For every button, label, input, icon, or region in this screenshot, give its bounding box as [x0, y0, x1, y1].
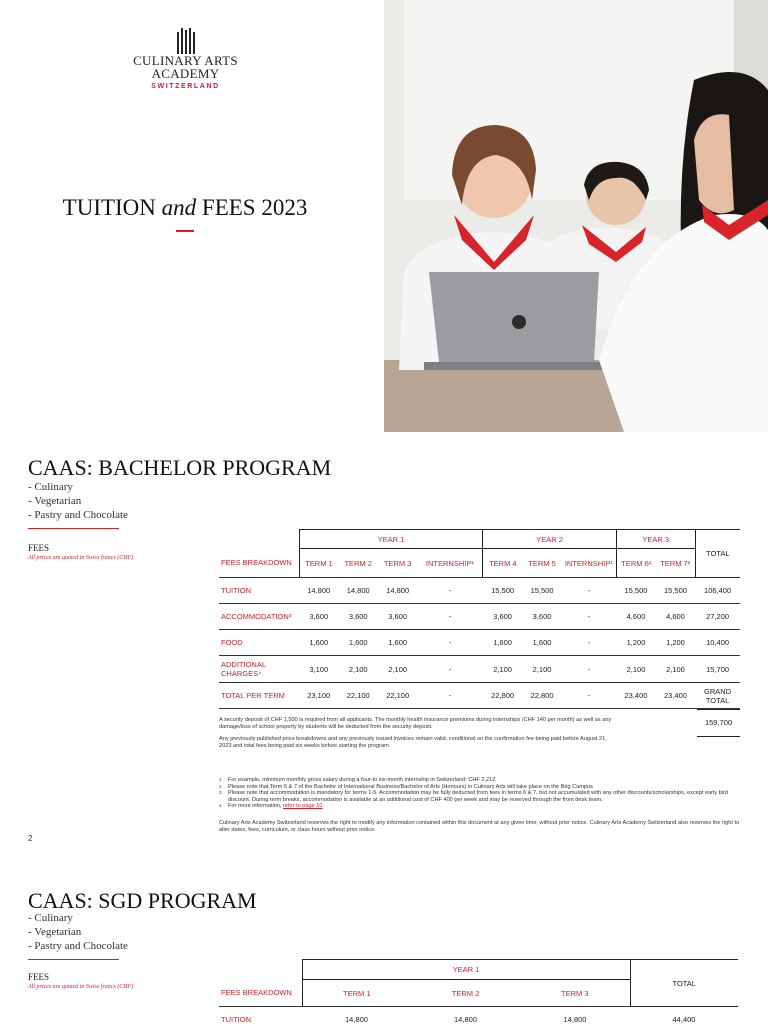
sgd-program-list: [28, 911, 128, 953]
footnote: 4 For more information, refer to page 10: [219, 803, 323, 810]
cell: 15,500: [656, 578, 695, 604]
logo-line3: SWITZERLAND: [151, 83, 220, 90]
term-header: INTERNSHIP¹: [562, 549, 616, 578]
cell: 23,400: [656, 683, 695, 709]
cell: 3,600: [378, 604, 417, 630]
row-label: ADDITIONAL CHARGES⁴: [219, 656, 299, 683]
academy-logo: [128, 28, 243, 90]
row-label: TUITION: [219, 578, 299, 604]
term-header: TERM 7²: [656, 549, 695, 578]
cell: 4,600: [616, 604, 655, 630]
cell: -: [417, 578, 482, 604]
row-total: 10,400: [695, 630, 740, 656]
cell: 15,500: [483, 578, 522, 604]
row-total: 15,700: [695, 656, 740, 683]
cell: 15,500: [522, 578, 561, 604]
grand-total-label: GRAND TOTAL: [695, 683, 740, 709]
term-header: TERM 5: [522, 549, 561, 578]
list-item: - Pastry and Chocolate: [28, 940, 128, 952]
cell: 3,100: [299, 656, 338, 683]
cover-divider: [176, 230, 194, 232]
logo-line1: CULINARY ARTS: [133, 53, 238, 68]
bachelor-title: CAAS: BACHELOR PROGRAM: [28, 455, 332, 480]
cell: 22,100: [378, 683, 417, 709]
cell: 2,100: [338, 656, 377, 683]
deposit-note: A security deposit of CHF 1,500 is required from all applicants. The monthly health insurance premiums during internships (CHF 140 per month) as well as any damage/loss of school property by students will be deducted from the security deposit.: [219, 717, 612, 730]
students-laptop-photo: [384, 0, 768, 432]
cell: 3,600: [483, 604, 522, 630]
row-total: 106,400: [695, 578, 740, 604]
bachelor-fees-table: [219, 529, 740, 709]
cell: 2,100: [656, 656, 695, 683]
row-total: 44,400: [672, 1015, 696, 1024]
row-label: FOOD: [219, 630, 299, 656]
sgd-divider: [28, 959, 119, 960]
table-row: [219, 604, 740, 630]
term-header: TERM 1: [299, 549, 338, 578]
cell: 2,100: [522, 656, 561, 683]
footnote: 1 For example, minimum monthly gross salary during a four-to six-month internship in Switzerland: CHF 2,212: [219, 777, 496, 783]
row-label: TOTAL PER TERM: [219, 683, 299, 709]
cell: 22,100: [338, 683, 377, 709]
term-header: TERM 4: [483, 549, 522, 578]
total-header: TOTAL: [695, 530, 740, 578]
cell: -: [562, 604, 616, 630]
table-row: [219, 578, 740, 604]
cell: -: [417, 630, 482, 656]
term-header: INTERNSHIP¹: [417, 549, 482, 578]
year-header: YEAR 1: [299, 530, 483, 549]
list-item: - Culinary: [28, 912, 73, 924]
forks-icon: [128, 28, 243, 54]
cell: 2,100: [616, 656, 655, 683]
cell: 3,600: [522, 604, 561, 630]
cell: 1,600: [483, 630, 522, 656]
cell: 22,800: [522, 683, 561, 709]
year-header: YEAR 2: [483, 530, 616, 549]
cover-title: TUITION and FEES 2023: [62, 195, 308, 220]
list-item: - Culinary: [28, 481, 73, 493]
footnotes: [219, 777, 744, 810]
logo-line2: ACADEMY: [151, 66, 220, 81]
cell: 22,800: [483, 683, 522, 709]
cell: 3,600: [338, 604, 377, 630]
fees-breakdown-header: FEES BREAKDOWN: [219, 980, 302, 1007]
term-header: TERM 2: [411, 980, 520, 1007]
page-10-link[interactable]: refer to page 10: [283, 803, 323, 810]
cell: -: [417, 604, 482, 630]
cell: -: [562, 683, 616, 709]
cell: -: [417, 656, 482, 683]
cell: 1,600: [338, 630, 377, 656]
cell: 1,600: [378, 630, 417, 656]
cell: -: [417, 683, 482, 709]
fees-currency-note: All prices are quoted in Swiss francs (CHF): [28, 984, 134, 990]
fees-label: FEES: [28, 972, 50, 982]
bachelor-program-list: [28, 480, 128, 522]
row-total: 27,200: [695, 604, 740, 630]
cell: 14,800: [454, 1015, 477, 1024]
cell: 1,200: [656, 630, 695, 656]
term-header: TERM 2: [338, 549, 377, 578]
cell: 23,400: [616, 683, 655, 709]
cell: 2,100: [378, 656, 417, 683]
list-item: - Vegetarian: [28, 495, 82, 507]
cell: -: [562, 630, 616, 656]
previous-invoices-note: Any previously published price breakdowns and any previously issued invoices remain valid, conditional on the confirmation fee being paid before August 21, 2023 and total fees being paid six weeks before starting the program.: [219, 736, 607, 749]
table-row: [219, 630, 740, 656]
sgd-fees-table: [219, 959, 738, 1024]
fees-label: FEES: [28, 543, 50, 553]
sgd-title: CAAS: SGD PROGRAM: [28, 888, 257, 913]
cell: 1,200: [616, 630, 655, 656]
footnote: 2 Please note that Term 6 & 7 of the Bachelor of International Business/Bachelor of Arts (Honours) in Culinary Arts will take place on the Brig Campus: [219, 783, 593, 790]
list-item: - Vegetarian: [28, 926, 82, 938]
grand-total-value: 159,700: [697, 709, 740, 737]
total-header: TOTAL: [630, 960, 738, 1007]
cell: 3,600: [299, 604, 338, 630]
cell: 1,600: [522, 630, 561, 656]
cell: 14,800: [378, 578, 417, 604]
fees-currency-note: All prices are quoted in Swiss francs (CHF): [28, 555, 134, 561]
cell: 4,600: [656, 604, 695, 630]
cell: -: [562, 656, 616, 683]
table-row: [219, 683, 740, 709]
page-number: 2: [28, 834, 33, 843]
term-header: TERM 1: [302, 980, 411, 1007]
cell: -: [562, 578, 616, 604]
year-header: YEAR 3: [616, 530, 695, 549]
table-row: [219, 1007, 738, 1024]
term-header: TERM 6²: [616, 549, 655, 578]
cell: 1,600: [299, 630, 338, 656]
disclaimer: Culinary Arts Academy Switzerland reserves the right to modify any information contained within this document at any given time, without prior notice. Culinary Arts Academy Switzerland also reserves the right to alter dates, fees, curriculum, or class hours without prior notice.: [219, 820, 740, 833]
row-label: ACCOMMODATION³: [219, 604, 299, 630]
fees-breakdown-header: FEES BREAKDOWN: [219, 549, 299, 578]
term-header: TERM 3: [520, 980, 630, 1007]
year-header: YEAR 1: [302, 960, 630, 980]
footnote: 3 Please note that accommodation is mandatory for terms 1-5. Accommodation may be fully deducted from fees in terms 6 & 7, but not accumulated with any other discounts/scholarships, except early bird discount. During term breaks, accommodation is available at an additional cost of CHF 400 per week and may be reserved through the front desk team.: [219, 790, 728, 803]
table-row: [219, 656, 740, 683]
term-header: TERM 3: [378, 549, 417, 578]
cell: 14,800: [345, 1015, 368, 1024]
cell: 23,100: [299, 683, 338, 709]
list-item: - Pastry and Chocolate: [28, 509, 128, 521]
row-label: TUITION: [221, 1015, 251, 1024]
bachelor-divider: [28, 528, 119, 529]
cell: 14,800: [563, 1015, 587, 1024]
cell: 14,800: [299, 578, 338, 604]
cell: 15,500: [616, 578, 655, 604]
cell: 2,100: [483, 656, 522, 683]
cell: 14,800: [338, 578, 377, 604]
